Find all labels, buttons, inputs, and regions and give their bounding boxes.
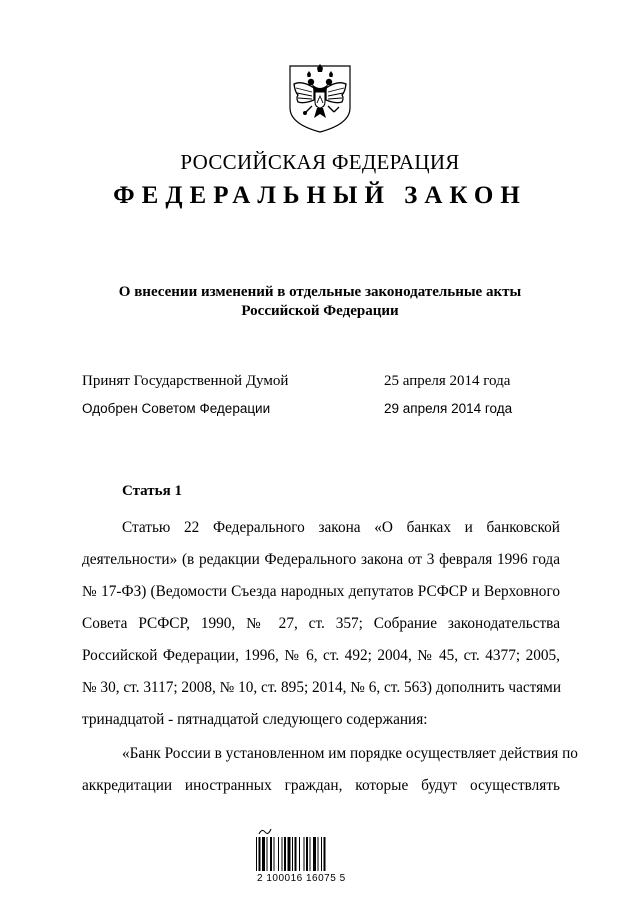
barcode-bars-icon (255, 837, 365, 871)
adoption-date: 29 апреля 2014 года (384, 401, 513, 416)
law-type-heading: ФЕДЕРАЛЬНЫЙ ЗАКОН (113, 182, 527, 209)
paragraph-line: «Банк России в установленном им порядке осуществляет действия по (122, 745, 578, 762)
paragraph-line: аккредитации иностранных граждан, которые будут осуществлять (82, 777, 560, 794)
adoption-date: 25 апреля 2014 года (384, 373, 511, 389)
article-paragraph (82, 512, 560, 736)
russian-coat-of-arms-icon (284, 62, 356, 134)
barcode (255, 826, 385, 886)
handwritten-mark-icon (258, 826, 272, 836)
document-title (80, 283, 560, 321)
paragraph-line: Статью 22 Федерального закона «О банках и банковской (122, 519, 560, 536)
article-heading: Статья 1 (122, 483, 182, 499)
paragraph-line: № 30, ст. 3117; 2008, № 10, ст. 895; 2014, № 6, ст. 563) дополнить частями (82, 679, 562, 696)
paragraph-line: № 17-ФЗ) (Ведомости Съезда народных депутатов РСФСР и Верховного (82, 583, 560, 600)
article-paragraph (82, 738, 578, 802)
paragraph-line: Совета РСФСР, 1990, № 27, ст. 357; Собрание законодательства (82, 615, 560, 632)
document-title-line: О внесении изменений в отдельные законодательные акты (118, 284, 522, 300)
adoption-label: Одобрен Советом Федерации (82, 401, 271, 416)
paragraph-line: тринадцатой - пятнадцатой следующего содержания: (82, 711, 428, 728)
adoption-label: Принят Государственной Думой (82, 373, 289, 389)
paragraph-line: Российской Федерации, 1996, № 6, ст. 492; 2004, № 45, ст. 4377; 2005, (82, 647, 560, 664)
document-title-line: Российской Федерации (241, 303, 399, 319)
paragraph-line: деятельности» (в редакции Федерального закона от 3 февраля 1996 года (82, 551, 560, 568)
country-name: РОССИЙСКАЯ ФЕДЕРАЦИЯ (180, 150, 460, 174)
barcode-number: 2 100016 16075 5 (257, 873, 346, 884)
